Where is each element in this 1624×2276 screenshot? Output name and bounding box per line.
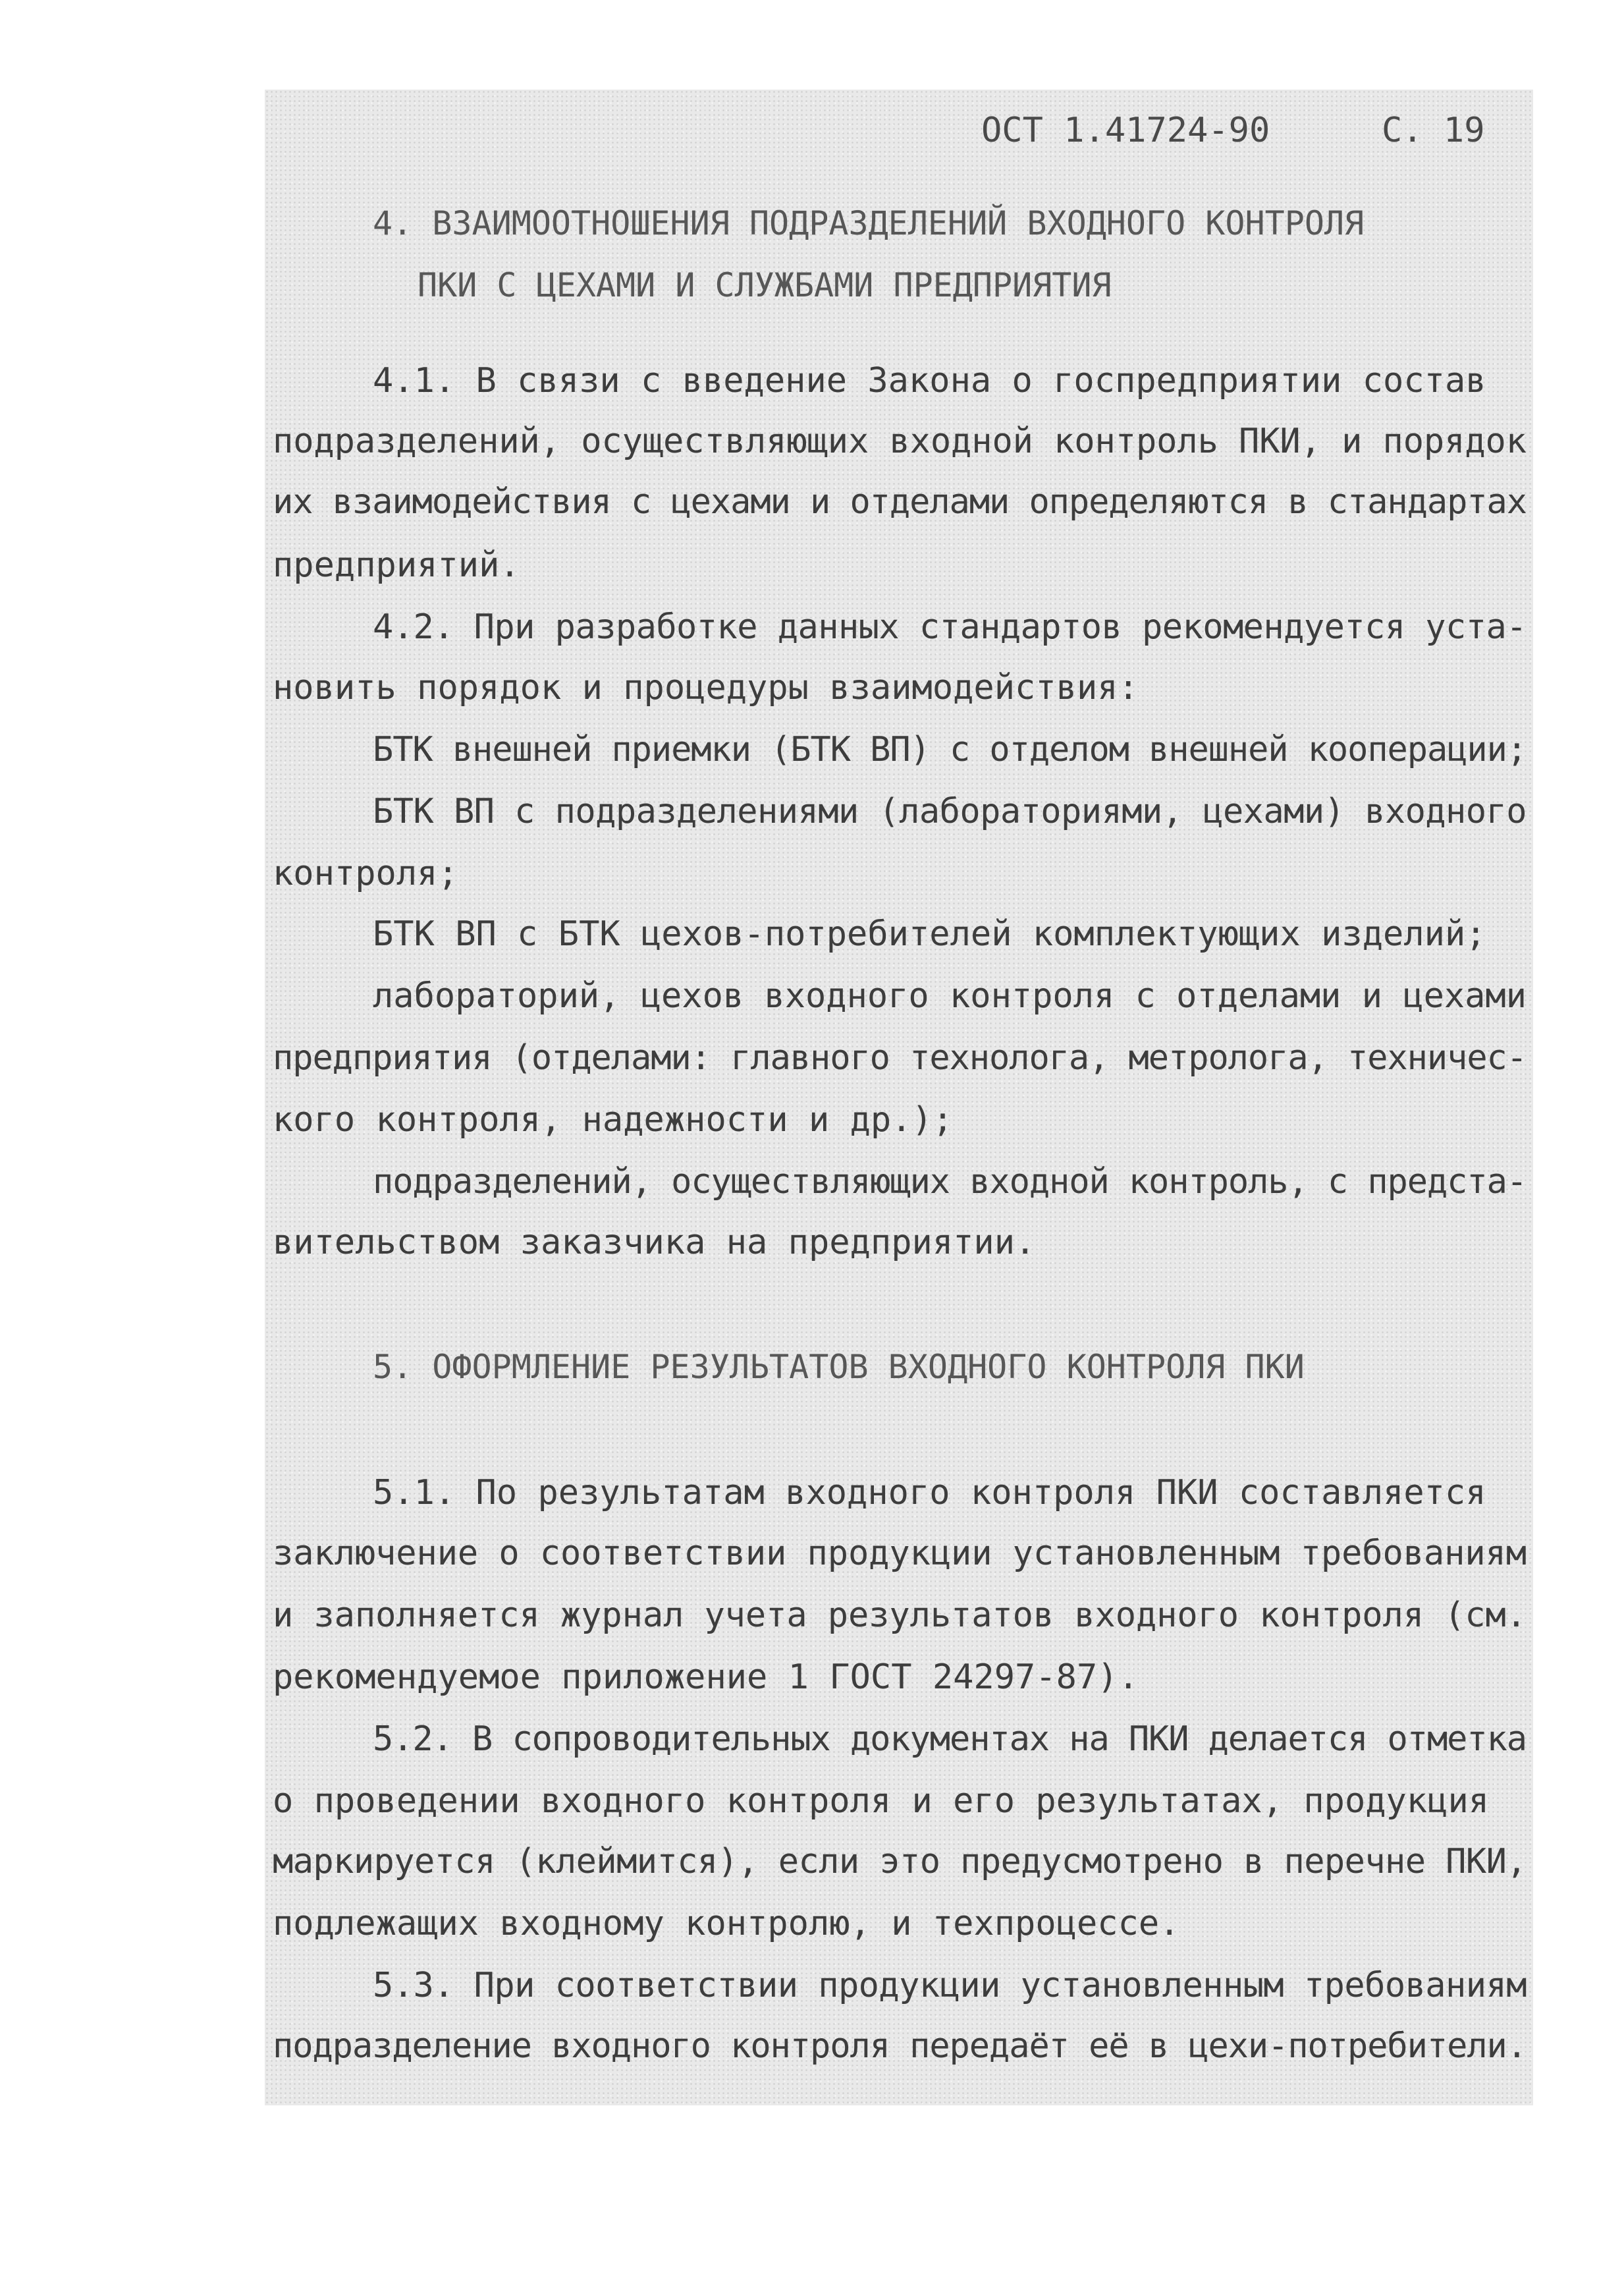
paragraph-line: контроля;	[273, 854, 458, 893]
paragraph-line: предприятия (отделами: главного технолога, метролога, техничес-	[273, 1038, 1527, 1078]
paragraph-line: подразделений, осуществляющих входной контроль ПКИ, и порядок	[273, 422, 1527, 461]
paragraph-line: 5.2. В сопроводительных документах на ПКИ делается отметка	[373, 1719, 1527, 1759]
paragraph-line: 5.1. По результатам входного контроля ПКИ составляется	[373, 1473, 1486, 1513]
paragraph-line: рекомендуемое приложение 1 ГОСТ 24297-87).	[273, 1657, 1139, 1697]
paragraph-line: их взаимодействия с цехами и отделами определяются в стандартах	[273, 482, 1527, 522]
paragraph-line: и заполняется журнал учета результатов входного контроля (см.	[273, 1596, 1527, 1635]
paragraph-line: БТК ВП с подразделениями (лабораториями, цехами) входного	[373, 792, 1527, 831]
paragraph-line: 4.1. В связи с введение Закона о госпредприятии состав	[373, 361, 1486, 401]
paragraph-line: предприятий.	[273, 545, 520, 585]
paragraph-line: БТК ВП с БТК цехов-потребителей комплектующих изделий;	[373, 914, 1486, 954]
paragraph-line: 4.2. При разработке данных стандартов рекомендуется уста-	[373, 607, 1527, 647]
paragraph-line: о проведении входного контроля и его результатах, продукция	[273, 1781, 1490, 1821]
paragraph-line: вительством заказчика на предприятии.	[273, 1223, 1036, 1262]
paragraph-line: новить порядок и процедуры взаимодействия:	[273, 668, 1139, 708]
paragraph-line: заключение о соответствии продукции установленным требованиям	[273, 1534, 1527, 1573]
document-code: ОСТ 1.41724-90	[981, 111, 1270, 150]
section-4-title-line-2: ПКИ С ЦЕХАМИ И СЛУЖБАМИ ПРЕДПРИЯТИЯ	[418, 266, 1112, 304]
paragraph-line: кого контроля, надежности и др.);	[273, 1100, 954, 1140]
page-number: С. 19	[1382, 111, 1485, 150]
section-4-title-line-1: 4. ВЗАИМООТНОШЕНИЯ ПОДРАЗДЕЛЕНИЙ ВХОДНОГО КОНТРОЛЯ	[373, 204, 1365, 242]
paragraph-line: подразделение входного контроля передаёт её в цехи-потребители.	[273, 2026, 1527, 2066]
paragraph-line: БТК внешней приемки (БТК ВП) с отделом внешней кооперации;	[373, 730, 1527, 769]
paragraph-line: лабораторий, цехов входного контроля с отделами и цехами	[373, 976, 1527, 1016]
paragraph-line: 5.3. При соответствии продукции установленным требованиям	[373, 1966, 1527, 2005]
paragraph-line: подразделений, осуществляющих входной контроль, с предста-	[373, 1162, 1527, 1202]
section-5-title: 5. ОФОРМЛЕНИЕ РЕЗУЛЬТАТОВ ВХОДНОГО КОНТРОЛЯ ПКИ	[373, 1348, 1305, 1386]
paragraph-line: маркируется (клеймится), если это предусмотрено в перечне ПКИ,	[273, 1842, 1527, 1881]
paragraph-line: подлежащих входному контролю, и техпроцессе.	[273, 1904, 1180, 1943]
